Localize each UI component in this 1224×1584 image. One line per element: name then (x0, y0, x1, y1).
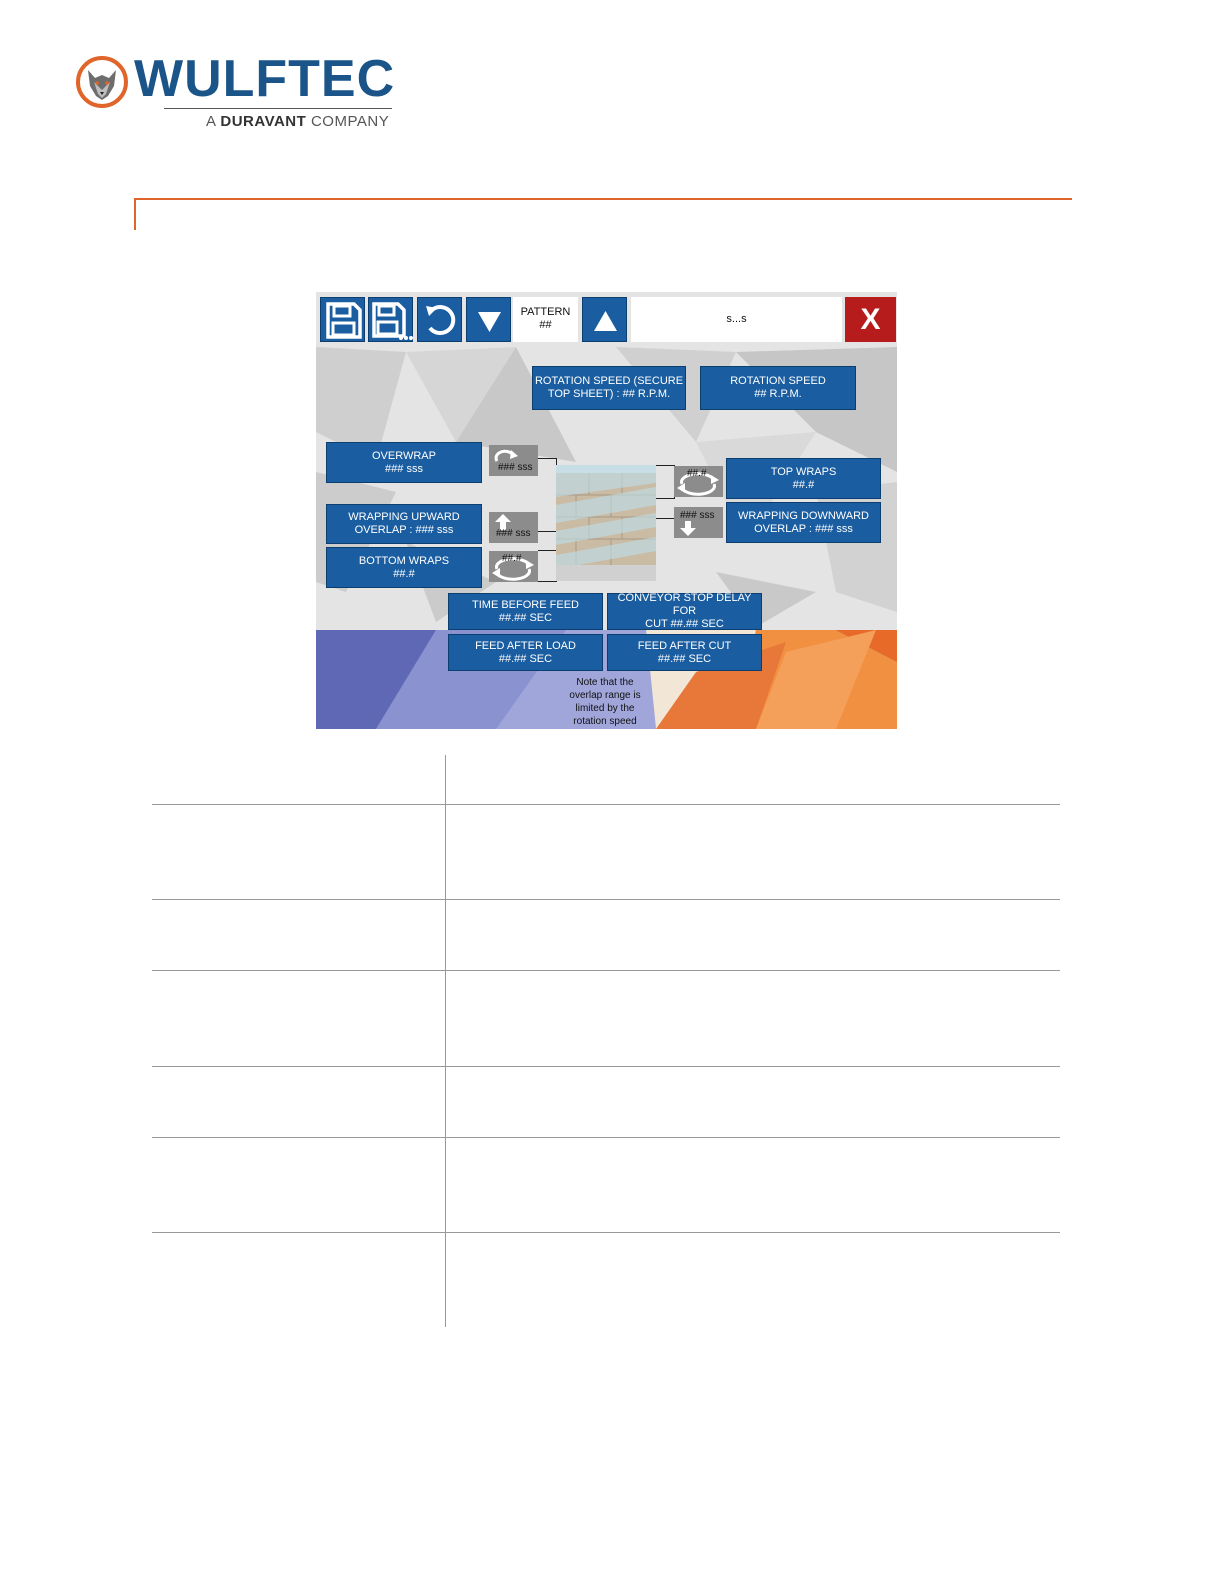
wrapping-upward-button[interactable] (326, 504, 482, 544)
overwrap-indicator-value: ### sss (498, 462, 533, 473)
feed-after-load-value: ##.## SEC (498, 652, 553, 665)
overlap-note: Note that the overlap range is limited by the rotation speed (569, 677, 641, 727)
table-row-divider (152, 899, 1060, 900)
pattern-number (513, 297, 578, 342)
wrapping-upward-indicator (489, 512, 538, 543)
table-row-divider (152, 804, 1060, 805)
section-rule (134, 198, 1072, 200)
feed-after-cut-value: ##.## SEC (657, 652, 712, 665)
rotation-speed-secure-value: TOP SHEET) : ## R.P.M. (547, 388, 671, 400)
save-as-icon (369, 298, 414, 343)
feed-after-load-button[interactable] (448, 634, 603, 671)
overwrap-connector (538, 458, 557, 467)
brand-subtitle-bold: DURAVANT (220, 113, 307, 130)
bottom-wraps-button[interactable] (326, 547, 482, 588)
wrapping-downward-connector (656, 518, 674, 520)
section-rule-tick (134, 198, 136, 230)
wulftec-logo (76, 50, 396, 135)
rotation-speed-label: ROTATION SPEED (730, 375, 826, 387)
wrapping-upward-connector (538, 523, 557, 532)
wrapping-downward-indicator (674, 507, 723, 538)
wrapping-upward-indicator-value: ### sss (496, 528, 531, 539)
top-wraps-value: ##.# (792, 478, 815, 491)
wrapping-downward-value: OVERLAP : ### sss (754, 522, 853, 535)
bottom-wraps-connector (538, 550, 557, 582)
close-button[interactable]: X (845, 297, 896, 342)
top-wraps-label: TOP WRAPS (770, 465, 837, 478)
top-wraps-indicator-value: ##.# (687, 468, 707, 479)
time-before-feed-value: ##.## SEC (498, 611, 553, 624)
arrow-down-icon (467, 298, 512, 343)
rotation-speed-button[interactable] (700, 366, 856, 410)
hmi-screen (316, 292, 897, 729)
brand-subtitle-prefix: A (206, 113, 221, 130)
logo-divider (164, 108, 392, 109)
save-button[interactable] (320, 297, 365, 342)
table-column-divider (445, 755, 446, 1327)
undo-icon (418, 298, 463, 343)
pallet-load-image (556, 465, 656, 581)
conveyor-stop-delay-label: CONVEYOR STOP DELAY FOR (617, 592, 752, 617)
bottom-wraps-value: ##.# (393, 567, 415, 580)
arrow-up-icon (583, 298, 628, 343)
save-as-button[interactable] (368, 297, 413, 342)
pattern-value: ## (539, 319, 552, 331)
wrapping-upward-value: OVERLAP : ### sss (354, 524, 454, 536)
arrow-down-icon (676, 521, 706, 537)
table-row-divider (152, 970, 1060, 971)
overwrap-indicator (489, 445, 538, 476)
wrapping-upward-label: WRAPPING UPWARD (348, 511, 460, 523)
conveyor-stop-delay-value: CUT ##.## SEC (645, 618, 724, 630)
table-row-divider (152, 1066, 1060, 1067)
conveyor-stop-delay-button[interactable] (607, 593, 762, 630)
feed-after-load-label: FEED AFTER LOAD (475, 639, 576, 652)
pattern-label: PATTERN (520, 306, 571, 318)
wrapping-downward-label: WRAPPING DOWNWARD (738, 509, 869, 522)
table-row-divider (152, 1137, 1060, 1138)
pattern-name-field[interactable]: s...s (631, 297, 842, 342)
feed-after-cut-button[interactable] (607, 634, 762, 671)
rotation-speed-secure-button[interactable] (532, 366, 686, 410)
table-row-divider (152, 1232, 1060, 1233)
undo-button[interactable] (417, 297, 462, 342)
previous-pattern-button[interactable] (466, 297, 511, 342)
bottom-wraps-indicator-value: ##.# (502, 553, 522, 564)
brand-subtitle (206, 113, 389, 130)
top-wraps-connector (656, 465, 675, 499)
overwrap-button[interactable] (326, 442, 482, 483)
feed-after-cut-label: FEED AFTER CUT (637, 639, 732, 652)
time-before-feed-button[interactable] (448, 593, 603, 630)
overwrap-label: OVERWRAP (372, 449, 436, 462)
overwrap-value: ### sss (385, 462, 423, 475)
top-wraps-button[interactable] (726, 458, 881, 499)
next-pattern-button[interactable] (582, 297, 627, 342)
rotation-speed-secure-label: ROTATION SPEED (SECURE (534, 375, 684, 387)
save-icon (321, 298, 366, 343)
brand-subtitle-suffix: COMPANY (306, 113, 390, 130)
bottom-wraps-indicator (489, 551, 538, 582)
wolf-icon (76, 56, 128, 108)
rotation-speed-value: ## R.P.M. (754, 388, 802, 400)
wrapping-downward-button[interactable] (726, 502, 881, 543)
brand-name: WULFTEC (134, 50, 396, 108)
time-before-feed-label: TIME BEFORE FEED (472, 598, 579, 611)
wrapping-downward-indicator-value: ### sss (680, 510, 715, 521)
bottom-wraps-label: BOTTOM WRAPS (358, 554, 450, 567)
top-wraps-indicator (674, 466, 723, 497)
